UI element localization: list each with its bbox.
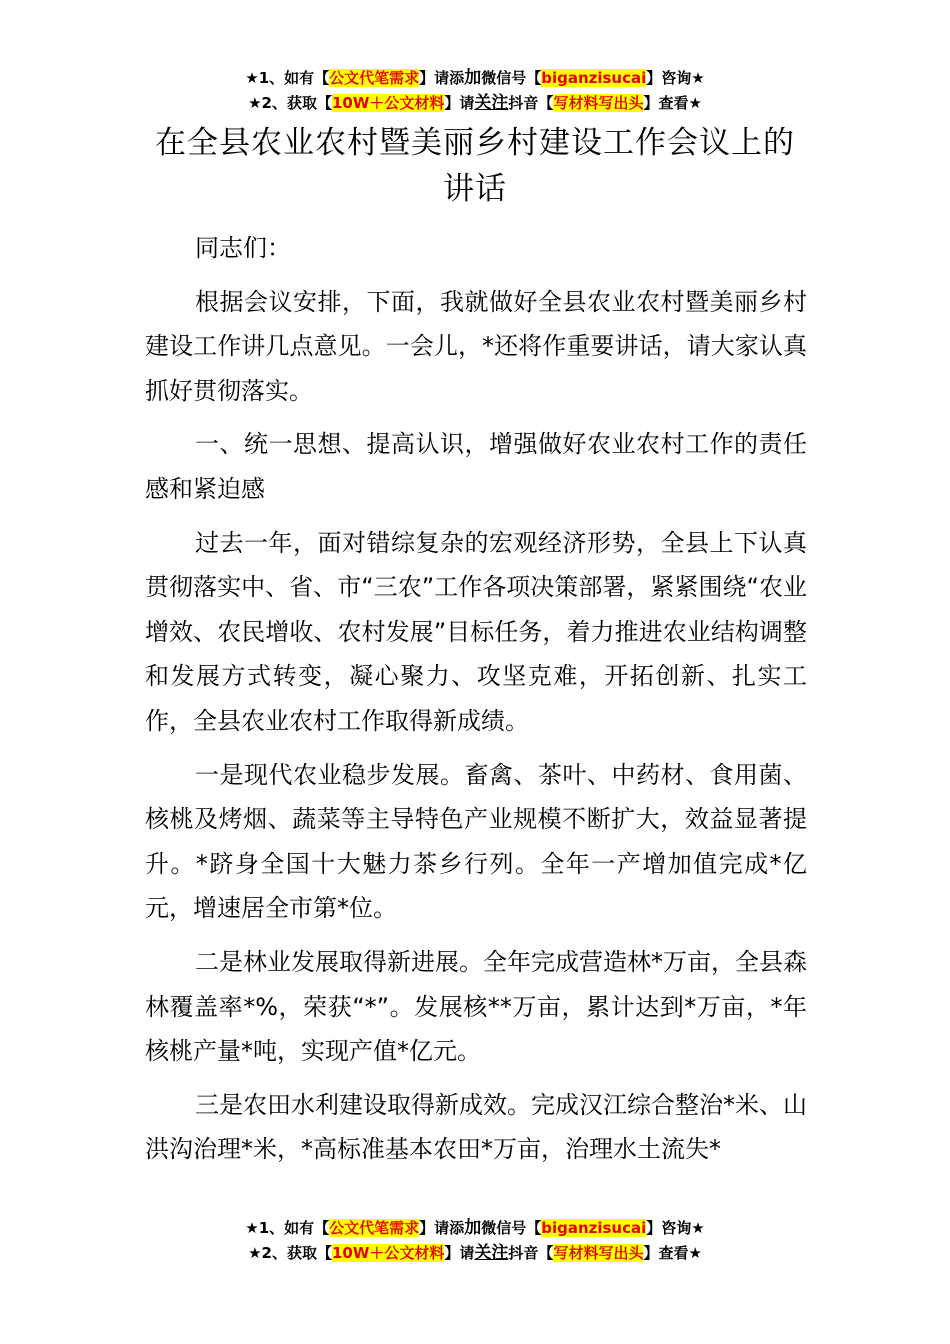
paragraph: 三是农田水利建设取得新成效。完成汉江综合整治*米、山洪沟治理*米，*高标准基本农田*万亩，治理水土流失* bbox=[145, 1090, 807, 1164]
paragraph: 二是林业发展取得新进展。全年完成营造林*万亩，全县森林覆盖率*%，荣获“*”。发展核**万亩，累计达到*万亩，*年核桃产量*吨，实现产值*亿元。 bbox=[145, 947, 807, 1066]
douyin-account: 写材料写出头 bbox=[553, 94, 644, 112]
section-heading: 一、统一思想、提高认识，增强做好农业农村工作的责任感和紧迫感 bbox=[145, 430, 807, 503]
promo-line-1: ★1、如有【公文代笔需求】请添加微信号【biganzisucai】咨询★ bbox=[245, 1218, 705, 1238]
promo-line-2: ★2、获取【10W＋公文材料】请关注抖音【写材料写出头】查看★ bbox=[248, 93, 702, 113]
document-body bbox=[145, 226, 807, 1181]
promo-highlight: 公文代笔需求 bbox=[329, 69, 420, 87]
top-promo-banner bbox=[0, 66, 950, 116]
promo-highlight: 10W＋公文材料 bbox=[331, 1244, 445, 1262]
paragraph: 根据会议安排，下面，我就做好全县农业农村暨美丽乡村建设工作讲几点意见。一会儿，*还将作重要讲话，请大家认真抓好贯彻落实。 bbox=[145, 287, 807, 405]
douyin-account: 写材料写出头 bbox=[553, 1244, 644, 1262]
document-title: 在全县农业农村暨美丽乡村建设工作会议上的讲话 bbox=[155, 125, 795, 207]
promo-line-2: ★2、获取【10W＋公文材料】请关注抖音【写材料写出头】查看★ bbox=[248, 1243, 702, 1263]
promo-highlight: 10W＋公文材料 bbox=[331, 94, 445, 112]
bottom-promo-banner bbox=[0, 1216, 950, 1266]
paragraph: 同志们： bbox=[195, 234, 291, 262]
promo-highlight: 公文代笔需求 bbox=[329, 1219, 420, 1237]
promo-line-1: ★1、如有【公文代笔需求】请添加微信号【biganzisucai】咨询★ bbox=[245, 68, 705, 88]
paragraph: 一是现代农业稳步发展。畜禽、茶叶、中药材、食用菌、核桃及烤烟、蔬菜等主导特色产业规模不断扩大，效益显著提升。*跻身全国十大魅力茶乡行列。全年一产增加值完成*亿元，增速居全市第*位。 bbox=[145, 760, 807, 923]
paragraph: 过去一年，面对错综复杂的宏观经济形势，全县上下认真贯彻落实中、省、市“三农”工作各项决策部署，紧紧围绕“农业增效、农民增收、农村发展”目标任务，着力推进农业结构调整和发展方式转变，凝心聚力、攻坚克难，开拓创新、扎实工作，全县农业农村工作取得新成绩。 bbox=[145, 528, 807, 735]
wechat-id: biganzisucai bbox=[541, 69, 647, 87]
wechat-id: biganzisucai bbox=[541, 1219, 647, 1237]
